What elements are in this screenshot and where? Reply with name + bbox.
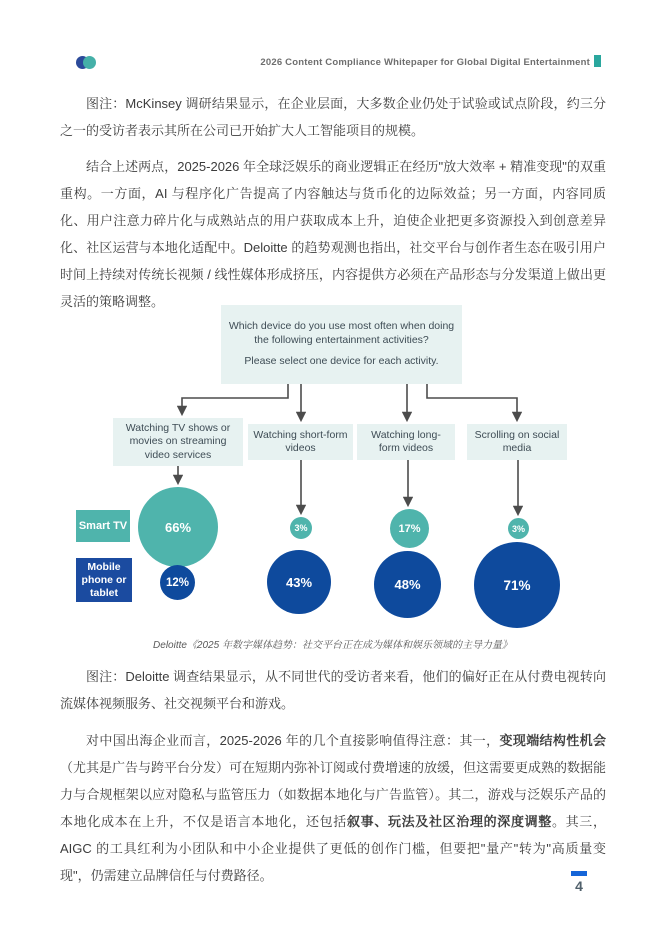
paragraph-deloitte-note: 图注：Deloitte 调查结果显示，从不同世代的受访者来看，他们的偏好正在从付费电视转向流媒体视频服务、社交视频平台和游戏。 bbox=[60, 669, 606, 711]
category-box-streaming: Watching TV shows or movies on streaming video services bbox=[113, 418, 243, 466]
bubble-mobile-long-form: 48% bbox=[374, 551, 441, 618]
chart-source-caption: Deloitte《2025 年数字媒体趋势：社交平台正在成为媒体和娱乐领域的主导力量》 bbox=[153, 640, 512, 651]
logo-circle-teal-icon bbox=[83, 56, 96, 69]
device-usage-chart bbox=[60, 303, 605, 635]
bubble-mobile-streaming: 12% bbox=[160, 565, 195, 600]
brand-logo-icon bbox=[76, 56, 106, 70]
chart-question-subtitle: Please select one device for each activity. bbox=[244, 355, 439, 368]
bubble-mobile-social: 71% bbox=[474, 542, 560, 628]
header-accent-square-icon bbox=[594, 55, 601, 67]
paragraph-china-impact bbox=[60, 727, 606, 889]
legend-smart-tv: Smart TV bbox=[76, 510, 130, 542]
bubble-mobile-short-form: 43% bbox=[267, 550, 331, 614]
bubble-smarttv-long-form: 17% bbox=[390, 509, 429, 548]
chart-question-box bbox=[221, 305, 462, 384]
p4-bold-localization: 叙事、玩法及社区治理的深度调整 bbox=[346, 814, 552, 829]
chart-question-title: Which device do you use most often when doing the following entertainment activities? bbox=[228, 320, 455, 346]
p4-segment-3: 。其三，AIGC 的工具红利为小团队和中小企业提供了更低的创作门槛，但要把"量产"转为"高质量变现"，仍需建立品牌信任与付费路径。 bbox=[60, 814, 606, 883]
bubble-smarttv-social: 3% bbox=[508, 518, 529, 539]
paragraph-trend-analysis: 结合上述两点，2025-2026 年全球泛娱乐的商业逻辑正在经历"放大效率 + 精准变现"的双重重构。一方面，AI 与程序化广告提高了内容触达与货币化的边际效益；另一方面，内容同质化、用户注意力碎片化与成熟站点的用户获取成本上升，迫使企业把更多资源投入到创意差异化、社区运营与本地化适配中。Deloitte 的趋势观测也指出，社交平台与创作者生态在吸引用户时间上持续对传统长视频 / 线性媒体形成挤压，内容提供方必须在产品形态与分发渠道上做出更灵活的策略调整。 bbox=[60, 159, 606, 309]
legend-mobile-phone-tablet: Mobile phone or tablet bbox=[76, 558, 132, 602]
p4-bold-monetization: 变现端结构性机会 bbox=[499, 733, 606, 748]
p4-segment-2: （尤其是广告与跨平台分发）可在短期内弥补订阅或付费增速的放缓，但这需要更成熟的数据能力与合规框架以应对隐私与监管压力（如数据本地化与广告监管）。其二，游戏与泛娱乐产品的本地化成本在上升，不仅是语言本地化，还包括 bbox=[60, 760, 607, 829]
category-box-short-form: Watching short-form videos bbox=[248, 424, 353, 460]
page-number: 4 bbox=[575, 878, 583, 894]
category-box-long-form: Watching long-form videos bbox=[357, 424, 455, 460]
paragraph-mckinsey-note: 图注：McKinsey 调研结果显示，在企业层面，大多数企业仍处于试验或试点阶段，约三分之一的受访者表示其所在公司已开始扩大人工智能项目的规模。 bbox=[60, 96, 606, 138]
bubble-smarttv-short-form: 3% bbox=[290, 517, 312, 539]
footer-accent-bar-icon bbox=[571, 871, 587, 876]
bubble-smarttv-streaming: 66% bbox=[138, 487, 218, 567]
header-title: 2026 Content Compliance Whitepaper for Global Digital Entertainment bbox=[260, 57, 590, 68]
p4-segment-1: 对中国出海企业而言，2025-2026 年的几个直接影响值得注意：其一， bbox=[86, 733, 500, 748]
category-box-social-media: Scrolling on social media bbox=[467, 424, 567, 460]
